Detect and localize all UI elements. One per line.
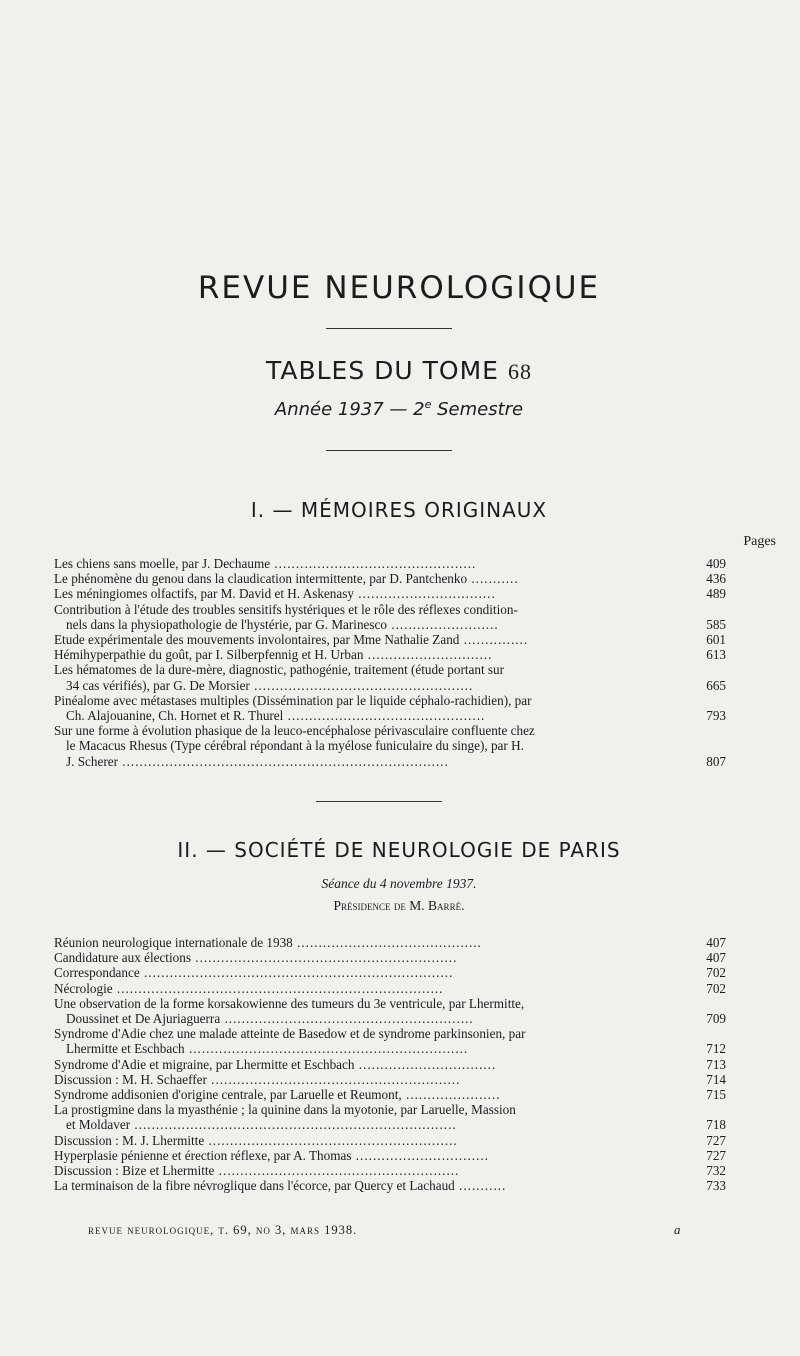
toc-entry-continuation: le Macacus Rhesus (Type cérébral répondant à la myélose funiculaire du singe), par H. bbox=[66, 738, 524, 754]
toc-entry-text: Pinéalome avec métastases multiples (Dissémination par le liquide céphalo-rachidien), par bbox=[54, 692, 532, 708]
toc-entry-continuation: 34 cas vérifiés), par G. De Morsier ................................................... bbox=[66, 677, 474, 693]
toc-entry-title bbox=[54, 693, 724, 723]
dot-leader: ........... bbox=[467, 571, 519, 587]
toc-entry-continuation: J. Scherer ............................................................................ bbox=[66, 753, 449, 769]
dot-leader: ............................. bbox=[363, 647, 493, 663]
dot-leader: ................................................................. bbox=[184, 1041, 469, 1057]
toc-entry-page: 702 bbox=[706, 980, 726, 996]
page-footer: revue neurologique, t. 69, no 3, mars 1938. bbox=[88, 1223, 358, 1237]
dot-leader: ............................................................. bbox=[190, 950, 458, 966]
toc-entry-title bbox=[54, 1087, 724, 1102]
toc-entry-page: 793 bbox=[706, 708, 726, 724]
dot-leader: ...................... bbox=[401, 1087, 501, 1103]
toc-entry bbox=[54, 662, 724, 692]
toc-entry-text: Syndrome d'Adie et migraine, par Lhermitte et Eschbach ................................ bbox=[54, 1056, 497, 1072]
toc-entry bbox=[54, 1178, 724, 1193]
toc-entry-title bbox=[54, 1148, 724, 1163]
toc-entry bbox=[54, 1026, 724, 1056]
toc-entry-title bbox=[54, 1026, 724, 1056]
toc-entry bbox=[54, 935, 724, 950]
toc-entry-page: 407 bbox=[706, 935, 726, 950]
divider-1 bbox=[326, 328, 452, 329]
presidence-line: Présidence de M. Barré. bbox=[333, 898, 465, 913]
toc-entry-text: Discussion : M. H. Schaeffer .......................................................... bbox=[54, 1071, 461, 1087]
dot-leader: .......................................................... bbox=[204, 1132, 458, 1148]
toc-entry-continuation: Doussinet et De Ajuriaguerra .......................................................... bbox=[66, 1011, 474, 1027]
tables-title-text: TABLES DU TOME bbox=[266, 356, 499, 385]
dot-leader: ................................ bbox=[353, 586, 496, 602]
tables-title bbox=[54, 356, 744, 385]
toc-entry-text: Contribution à l'étude des troubles sensitifs hystériques et le rôle des réflexes condition- bbox=[54, 601, 518, 617]
toc-entry-page: 436 bbox=[706, 571, 726, 587]
toc-entry bbox=[54, 1057, 724, 1072]
toc-entry bbox=[54, 571, 724, 586]
toc-entry-continuation: nels dans la physiopathologie de l'hystérie, par G. Marinesco ......................... bbox=[66, 616, 499, 632]
toc-entry-text: Candidature aux élections ............................................................. bbox=[54, 950, 458, 966]
toc-entry-page: 732 bbox=[706, 1163, 726, 1179]
dot-leader: ........... bbox=[454, 1178, 507, 1194]
journal-title: REVUE NEUROLOGIQUE bbox=[197, 270, 601, 306]
signature-mark: a bbox=[674, 1222, 681, 1237]
toc-entry-title bbox=[54, 662, 724, 692]
toc-entry-title bbox=[54, 950, 724, 965]
toc-entry-title bbox=[54, 571, 724, 586]
toc-entry-page: 489 bbox=[706, 586, 726, 602]
toc-entry bbox=[54, 632, 724, 647]
toc-entry-page: 733 bbox=[706, 1178, 726, 1194]
toc-entry-page: 727 bbox=[706, 1147, 726, 1163]
toc-entry-continuation: Lhermitte et Eschbach ................................................................. bbox=[66, 1041, 469, 1057]
toc-entry-page: 407 bbox=[706, 950, 726, 966]
toc-entry-text: Les méningiomes olfactifs, par M. David et H. Askenasy ................................ bbox=[54, 586, 496, 602]
toc-entry bbox=[54, 1102, 724, 1132]
dot-leader: ............................... bbox=[351, 1147, 489, 1163]
toc-entry-title bbox=[54, 965, 724, 980]
toc-entry-page: 718 bbox=[706, 1117, 726, 1133]
dot-leader: ............................................................................ bbox=[112, 980, 444, 996]
section1-title: I. — MÉMOIRES ORIGINAUX bbox=[250, 498, 548, 522]
toc-entry bbox=[54, 556, 724, 571]
toc-entry-page: 715 bbox=[706, 1087, 726, 1103]
toc-entry-continuation: Ch. Alajouanine, Ch. Hornet et R. Thurel .............................................. bbox=[66, 708, 486, 724]
toc-entry-text: Syndrome addisonien d'origine centrale, par Laruelle et Reumont, ...................... bbox=[54, 1087, 501, 1103]
toc-entry bbox=[54, 1163, 724, 1178]
section1-toc bbox=[54, 556, 724, 769]
toc-entry-text: La prostigmine dans la myasthénie ; la quinine dans la myotonie, par Laruelle, Massion bbox=[54, 1102, 516, 1118]
toc-entry-text: Discussion : Bize et Lhermitte ........................................................ bbox=[54, 1163, 460, 1179]
toc-entry-title bbox=[54, 981, 724, 996]
toc-entry-page: 665 bbox=[706, 677, 726, 693]
toc-entry-page: 601 bbox=[706, 632, 726, 648]
toc-entry bbox=[54, 950, 724, 965]
toc-entry-text: Nécrologie ............................................................................ bbox=[54, 980, 444, 996]
toc-entry-title bbox=[54, 996, 724, 1026]
toc-entry-title bbox=[54, 1057, 724, 1072]
dot-leader: ........................................................................... bbox=[130, 1117, 457, 1133]
dot-leader: ........................................... bbox=[292, 935, 482, 950]
toc-entry-page: 409 bbox=[706, 556, 726, 571]
toc-entry-page: 807 bbox=[706, 753, 726, 769]
toc-entry-text: Le phénomène du genou dans la claudication intermittente, par D. Pantchenko ........... bbox=[54, 571, 519, 587]
toc-entry bbox=[54, 723, 724, 769]
toc-entry-title bbox=[54, 1072, 724, 1087]
section2-title: II. — SOCIÉTÉ DE NEUROLOGIE DE PARIS bbox=[177, 838, 621, 862]
dot-leader: ........................................................................ bbox=[139, 965, 454, 981]
dot-leader: ................................................... bbox=[249, 677, 474, 693]
toc-entry-page: 712 bbox=[706, 1041, 726, 1057]
seance-line: Séance du 4 novembre 1937. bbox=[321, 876, 477, 891]
toc-entry bbox=[54, 602, 724, 632]
toc-entry-page: 613 bbox=[706, 647, 726, 663]
toc-entry-title bbox=[54, 1102, 724, 1132]
year-line-sup: e bbox=[424, 398, 432, 411]
toc-entry-text: Discussion : M. J. Lhermitte .......................................................... bbox=[54, 1132, 458, 1148]
dot-leader: ........................................................ bbox=[214, 1163, 460, 1179]
toc-entry-title bbox=[54, 1178, 724, 1193]
toc-entry-page: 727 bbox=[706, 1132, 726, 1148]
dot-leader: ......................... bbox=[387, 616, 499, 632]
toc-entry bbox=[54, 981, 724, 996]
toc-entry-text: Une observation de la forme korsakowienne des tumeurs du 3e ventricule, par Lhermitte, bbox=[54, 995, 525, 1011]
toc-entry bbox=[54, 1148, 724, 1163]
toc-entry-text: Réunion neurologique internationale de 1938 ........................................... bbox=[54, 935, 482, 950]
toc-entry-title bbox=[54, 586, 724, 601]
toc-entry bbox=[54, 647, 724, 662]
toc-entry-title bbox=[54, 723, 724, 769]
toc-entry bbox=[54, 693, 724, 723]
toc-entry bbox=[54, 1072, 724, 1087]
toc-entry-text: La terminaison de la fibre névroglique dans l'écorce, par Quercy et Lachaud ........... bbox=[54, 1178, 507, 1194]
toc-entry-text: Hyperplasie pénienne et érection réflexe, par A. Thomas ............................... bbox=[54, 1147, 489, 1163]
toc-entry-text: Hémihyperpathie du goût, par I. Silberpfennig et H. Urban ............................. bbox=[54, 647, 493, 663]
toc-entry-page: 713 bbox=[706, 1056, 726, 1072]
toc-entry bbox=[54, 586, 724, 601]
toc-entry-page: 714 bbox=[706, 1071, 726, 1087]
toc-entry-title bbox=[54, 556, 724, 571]
toc-entry bbox=[54, 1133, 724, 1148]
dot-leader: ............... bbox=[459, 632, 529, 648]
toc-entry-title bbox=[54, 647, 724, 662]
dot-leader: .......................................................... bbox=[220, 1011, 474, 1027]
toc-entry-continuation: et Moldaver ........................................................................... bbox=[66, 1117, 457, 1133]
document-page bbox=[54, 0, 776, 1356]
year-line bbox=[54, 398, 744, 420]
toc-entry-text: Syndrome d'Adie chez une malade atteinte de Basedow et de syndrome parkinsonien, par bbox=[54, 1026, 526, 1042]
toc-entry-text: Les hématomes de la dure-mère, diagnostic, pathogénie, traitement (étude portant sur bbox=[54, 662, 505, 678]
toc-entry-title bbox=[54, 632, 724, 647]
divider-3 bbox=[316, 801, 442, 802]
toc-entry-text: Correspondance ........................................................................ bbox=[54, 965, 454, 981]
toc-entry bbox=[54, 1087, 724, 1102]
dot-leader: ................................ bbox=[354, 1056, 497, 1072]
toc-entry-page: 709 bbox=[706, 1011, 726, 1027]
toc-entry-page: 702 bbox=[706, 965, 726, 981]
pages-label: Pages bbox=[743, 534, 776, 549]
year-line-b: Semestre bbox=[431, 399, 524, 420]
toc-entry-text: Sur une forme à évolution phasique de la leuco-encéphalose périvasculaire confluente chez bbox=[54, 723, 535, 739]
toc-entry-page: 585 bbox=[706, 616, 726, 632]
toc-entry-text: Les chiens sans moelle, par J. Dechaume ............................................... bbox=[54, 556, 477, 571]
toc-entry bbox=[54, 996, 724, 1026]
section2-toc bbox=[54, 935, 724, 1193]
dot-leader: ............................................................................ bbox=[118, 753, 449, 769]
divider-2 bbox=[326, 450, 452, 451]
year-line-a: Année 1937 — 2 bbox=[274, 399, 425, 420]
toc-entry-text: Etude expérimentale des mouvements involontaires, par Mme Nathalie Zand ............... bbox=[54, 632, 529, 648]
dot-leader: .......................................................... bbox=[206, 1071, 461, 1087]
dot-leader: ............................................... bbox=[270, 556, 477, 571]
toc-entry-title bbox=[54, 602, 724, 632]
tome-number: 68 bbox=[507, 359, 532, 384]
toc-entry-title bbox=[54, 935, 724, 950]
toc-entry bbox=[54, 965, 724, 980]
toc-entry-title bbox=[54, 1133, 724, 1148]
dot-leader: .............................................. bbox=[283, 708, 486, 724]
toc-entry-title bbox=[54, 1163, 724, 1178]
